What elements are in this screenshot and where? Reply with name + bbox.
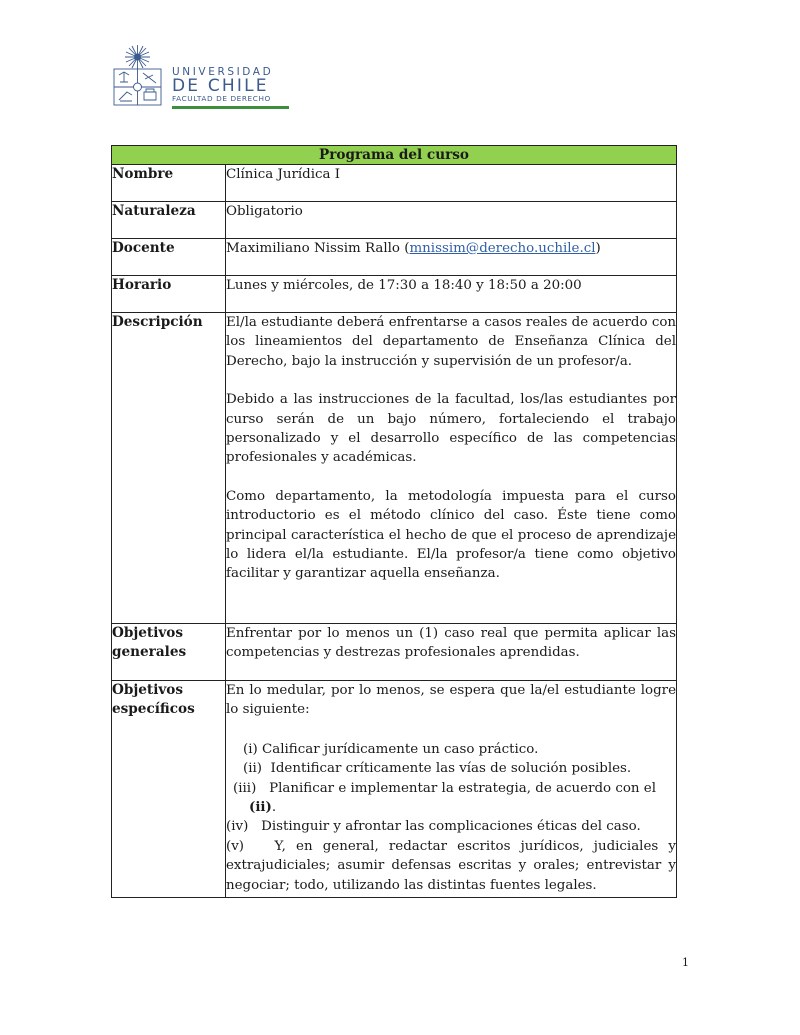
label-nombre: Nombre <box>112 165 226 202</box>
page-number: 1 <box>682 956 689 969</box>
label-descripcion: Descripción <box>112 313 226 624</box>
label-objetivos-especificos-line2: específicos <box>112 701 195 718</box>
value-objetivos-especificos <box>226 681 677 898</box>
objetivos-intro: En lo medular, por lo menos, se espera que la/el estudiante logre lo siguiente: <box>226 683 676 718</box>
objetivos-list <box>226 740 676 895</box>
objetivo-text: Identificar críticamente las vías de solución posibles. <box>270 761 632 777</box>
row-descripcion <box>112 313 677 624</box>
objetivo-text: Calificar jurídicamente un caso práctico. <box>262 741 539 757</box>
objetivo-item-5 <box>226 837 676 895</box>
value-docente <box>226 239 677 276</box>
objetivo-num: (iv) <box>226 819 249 835</box>
objetivo-num: (iii) <box>233 780 257 796</box>
table-title: Programa del curso <box>112 146 677 165</box>
label-objetivos-especificos-line1: Objetivos <box>112 682 183 698</box>
row-naturaleza <box>112 202 677 239</box>
objetivo-tail: . <box>271 800 277 816</box>
objetivo-bold-reference: (ii) <box>249 799 272 816</box>
value-horario: Lunes y miércoles, de 17:30 a 18:40 y 18:50 a 20:00 <box>226 276 677 313</box>
objetivo-text: Distinguir y afrontar las complicaciones éticas del caso. <box>261 819 641 835</box>
university-logo <box>110 45 295 107</box>
label-horario: Horario <box>112 276 226 313</box>
value-naturaleza: Obligatorio <box>226 202 677 239</box>
label-docente: Docente <box>112 239 226 276</box>
objetivo-item-3 <box>226 779 676 818</box>
objetivo-item-2 <box>226 759 676 778</box>
label-objetivos-generales-line1: Objetivos <box>112 625 183 641</box>
row-objetivos-generales <box>112 624 677 681</box>
objetivo-text: Planificar e implementar la estrategia, de acuerdo con el <box>269 780 657 796</box>
objetivo-item-1 <box>226 740 676 759</box>
value-descripcion <box>226 313 677 624</box>
row-nombre <box>112 165 677 202</box>
objetivo-item-4 <box>226 817 676 836</box>
docente-email-link[interactable]: mnissim@derecho.uchile.cl <box>409 241 596 256</box>
logo-line-de-chile: DE CHILE <box>172 76 269 96</box>
descripcion-paragraph-3: Como departamento, la metodología impuesta para el curso introductorio es el método clínico del caso. Éste tiene como principal característica el hecho de que el proceso de aprendizaje lo lidera el/la estudiante. El/la profesor/a tiene como objetivo facilitar y garantizar aquella enseñanza. <box>226 488 676 582</box>
label-naturaleza: Naturaleza <box>112 202 226 239</box>
objetivo-num: (v) <box>226 838 245 854</box>
label-objetivos-generales <box>112 624 226 681</box>
university-name <box>172 67 289 109</box>
value-objetivos-generales: Enfrentar por lo menos un (1) caso real que permita aplicar las competencias y destrezas profesionales aprendidas. <box>226 624 677 681</box>
logo-line-facultad: FACULTAD DE DERECHO <box>172 94 271 103</box>
objetivo-text: Y, en general, redactar escritos jurídicos, judiciales y extrajudiciales; asumir defensas escritas y orales; entrevistar y negociar; todo, utilizando las distintas fuentes legales. <box>226 838 676 893</box>
objetivo-num: (ii) <box>243 761 263 777</box>
value-nombre: Clínica Jurídica I <box>226 165 677 202</box>
label-objetivos-especificos <box>112 681 226 898</box>
university-crest-icon <box>110 45 165 107</box>
row-objetivos-especificos <box>112 681 677 898</box>
row-docente <box>112 239 677 276</box>
course-program-table <box>111 145 677 898</box>
docente-close-paren: ) <box>595 241 601 256</box>
logo-line-universidad: UNIVERSIDAD <box>172 66 274 78</box>
label-objetivos-generales-line2: generales <box>112 644 187 661</box>
descripcion-paragraph-1: El/la estudiante deberá enfrentarse a casos reales de acuerdo con los lineamientos del departamento de Enseñanza Clínica del Derecho, bajo la instrucción y supervisión de un profesor/a. <box>226 315 676 369</box>
row-horario <box>112 276 677 313</box>
docente-name: Maximiliano Nissim Rallo ( <box>226 241 410 256</box>
logo-underline-bar <box>172 106 289 109</box>
descripcion-paragraph-2: Debido a las instrucciones de la facultad, los/las estudiantes por curso serán de un bajo número, fortaleciendo el trabajo personalizado y el desarrollo específico de las competencias profesionales y académicas. <box>226 392 676 466</box>
objetivo-num: (i) <box>243 741 258 757</box>
